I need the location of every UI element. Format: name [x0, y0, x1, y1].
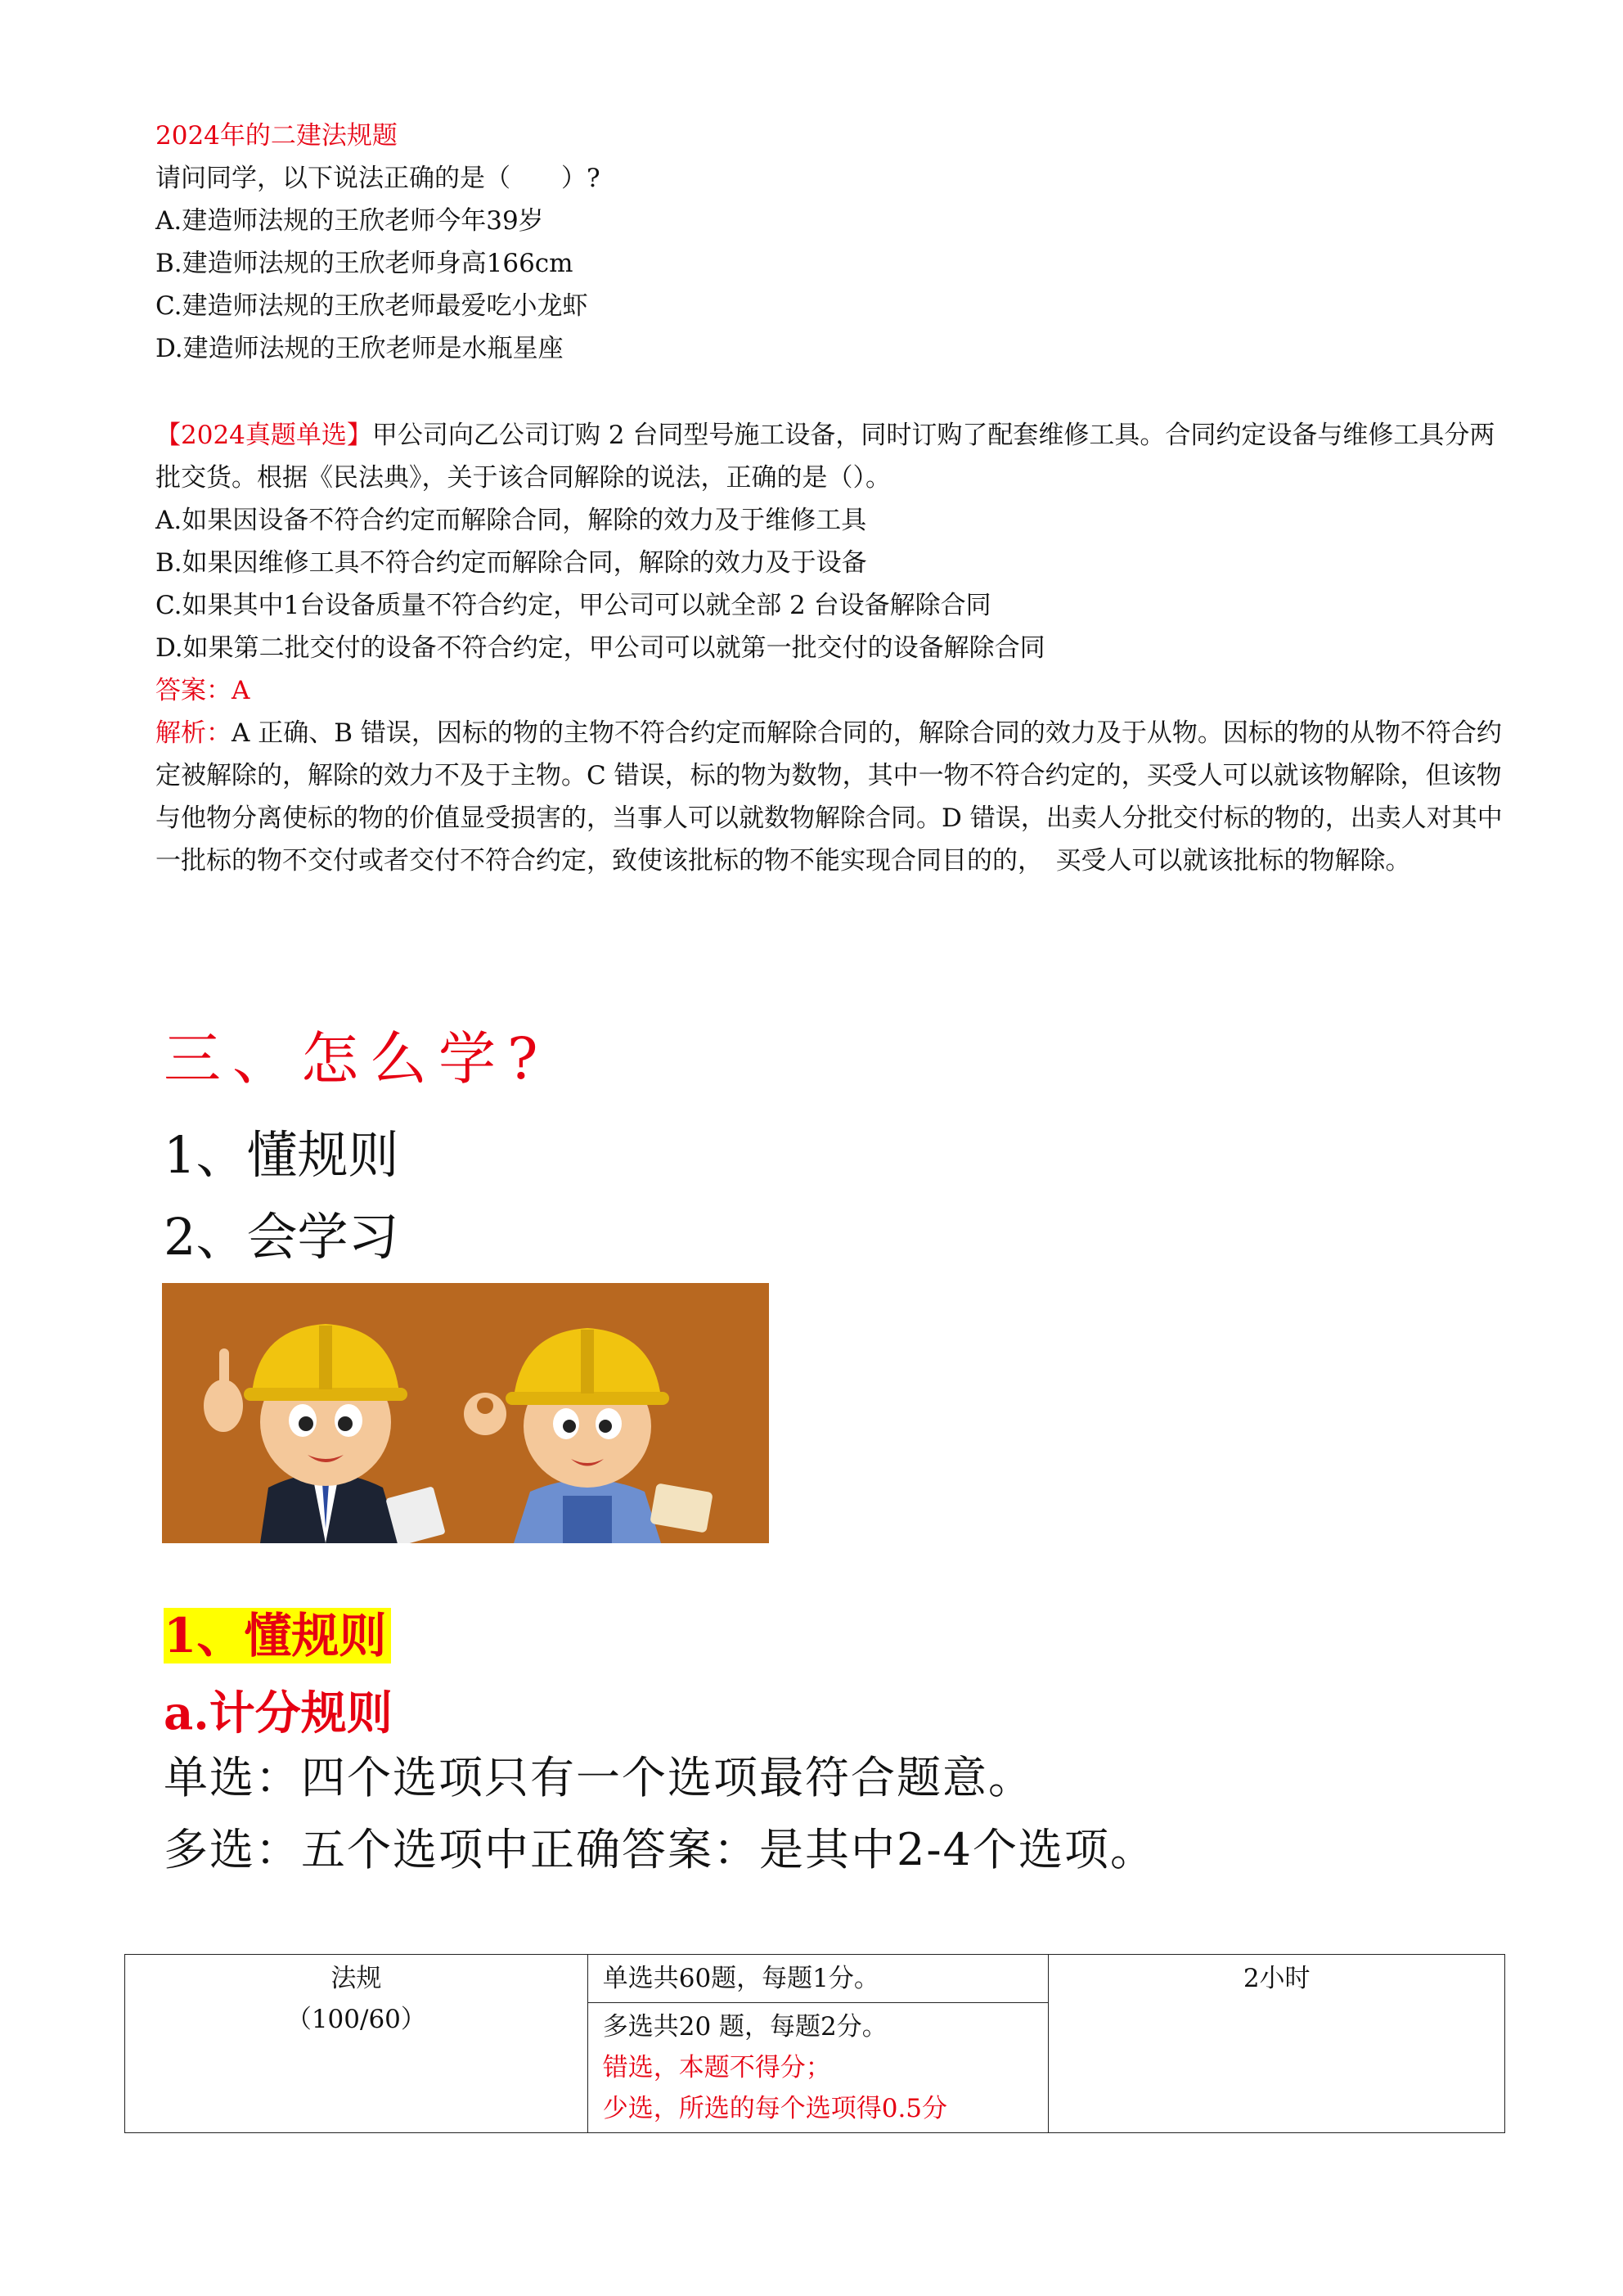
section-heading: 三、怎么学? [164, 1025, 550, 1092]
question-2-option: B.如果因维修工具不符合约定而解除合同，解除的效力及于设备 [155, 548, 867, 578]
rule-multi: 多选：五个选项中正确答案：是其中2-4个选项。 [164, 1824, 1156, 1875]
question-2-option: C.如果其中1台设备质量不符合约定，甲公司可以就全部 2 台设备解除合同 [155, 591, 991, 620]
analysis-label: 解析： [155, 718, 232, 748]
question-1 [155, 115, 1513, 370]
rules-heading [164, 1597, 391, 1666]
table-multi: 多选共20 题，每题2分。 [602, 2012, 888, 2042]
table-wrong: 错选，本题不得分； [602, 2053, 831, 2082]
question-2-stem: 甲公司向乙公司订购 2 台同型号施工设备，同时订购了配套维修工具。合同约定设备与维修工具分两批交货。根据《民法典》，关于该合同解除的说法，正确的是（）。 [155, 421, 1495, 493]
question-1-option: A.建造师法规的王欣老师今年39岁 [155, 206, 544, 236]
workers-illustration [162, 1283, 769, 1543]
question-2-option: D.如果第二批交付的设备不符合约定，甲公司可以就第一批交付的设备解除合同 [155, 633, 1045, 663]
question-1-option: D.建造师法规的王欣老师是水瓶星座 [155, 334, 564, 363]
question-2-tag: 【2024真题单选】 [155, 421, 372, 450]
table-subject: 法规 [330, 1964, 382, 1993]
question-2-stem-block [155, 414, 1513, 499]
table-time-cell: 2小时 [1049, 1955, 1505, 2133]
rule-single: 单选：四个选项只有一个选项最符合题意。 [164, 1752, 1034, 1803]
workers-cartoon-icon [162, 1283, 769, 1543]
question-1-option: B.建造师法规的王欣老师身高166cm [155, 249, 573, 278]
table-score: （100/60） [285, 2005, 426, 2034]
question-1-title: 2024年的二建法规题 [155, 121, 398, 151]
table-multi-cell [587, 2003, 1049, 2133]
question-1-stem: 请问同学，以下说法正确的是（ ）? [155, 164, 600, 193]
table-single-cell: 单选共60题，每题1分。 [587, 1955, 1049, 2003]
table-subject-cell [125, 1955, 588, 2133]
question-2 [155, 414, 1513, 882]
analysis-text: A 正确、B 错误，因标的物的主物不符合约定而解除合同的，解除合同的效力及于从物。因标的物的从物不符合约定被解除的，解除的效力不及于主物。C 错误，标的物为数物，其中一物不符合约定的，买受人可以就该物解除，但该物与他物分离使标的物的价值显受损害的，当事人可以就数物解除合同。D 错误，出卖人分批交付标的物的，出卖人对其中一批标的物不交付或者交付不符合约定，致使该批标的物不能实现合同目的的， 买受人可以就该批标的物解除。 [155, 718, 1503, 876]
table-less: 少选，所选的每个选项得0.5分 [602, 2094, 948, 2123]
scoring-table [124, 1954, 1505, 2133]
rules-subheading: a.计分规则 [164, 1686, 393, 1740]
section-item-1: 1、懂规则 [164, 1125, 399, 1185]
question-1-option: C.建造师法规的王欣老师最爱吃小龙虾 [155, 291, 588, 321]
question-2-analysis [155, 712, 1513, 882]
rules-heading-text: 1、懂规则 [164, 1608, 391, 1663]
question-2-answer: 答案：A [155, 676, 250, 705]
question-2-option: A.如果因设备不符合约定而解除合同，解除的效力及于维修工具 [155, 506, 867, 535]
section-item-2: 2、会学习 [164, 1207, 399, 1267]
